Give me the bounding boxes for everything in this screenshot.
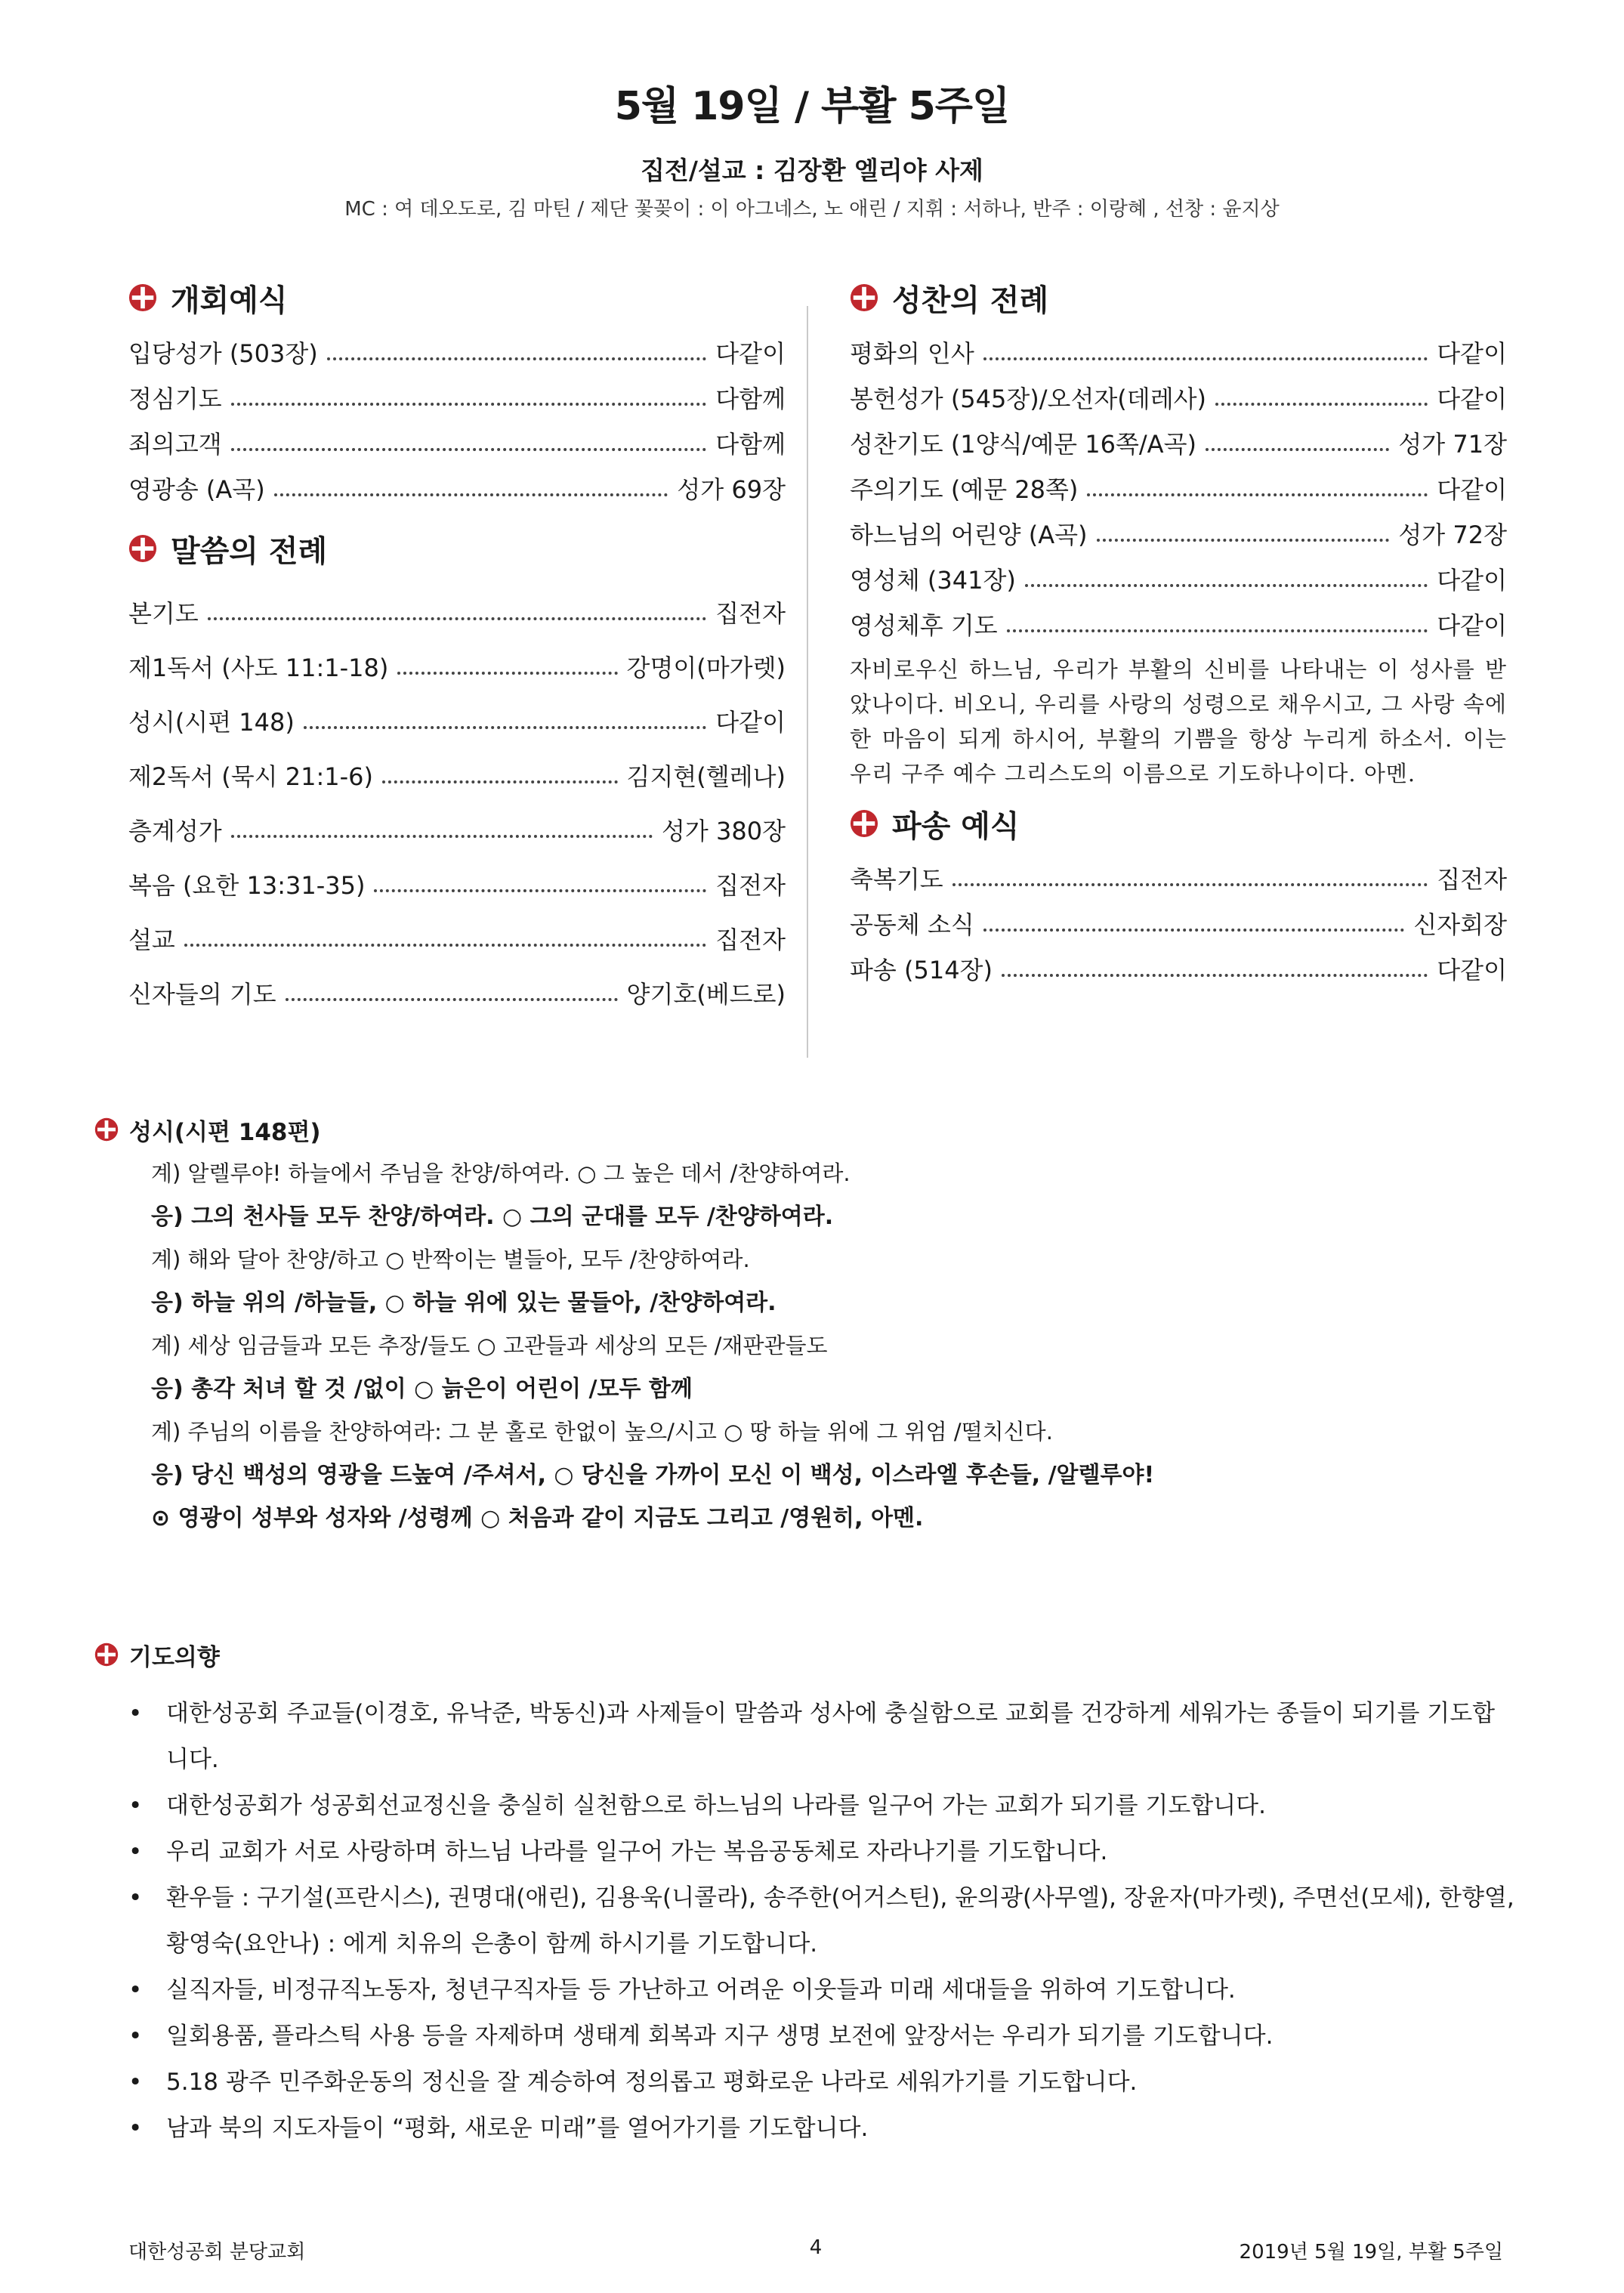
intention-item: • 환우들 : 구기설(프란시스), 권명대(애린), 김용욱(니콜라), 송주한(어거스틴), 윤의광(사무엘), 장윤자(마가렛), 주면선(모세), 한향열, 황영숙(요안나) : 에게 치유의 은총이 함께 하시기를 기도합니다. [128, 1875, 1514, 1967]
order-item-label: 하느님의 어린양 (A곡) [850, 521, 1088, 549]
order-row [128, 369, 786, 415]
order-item-role: 다같이 [1437, 385, 1507, 413]
dot-leader [304, 726, 706, 729]
order-item-label: 성시(시편 148) [128, 708, 295, 737]
order-item-label: 평화의 인사 [850, 339, 974, 368]
dot-leader [208, 617, 707, 620]
intention-item: • 우리 교회가 서로 사랑하며 하느님 나라를 일구어 가는 복음공동체로 자라나기를 기도합니다. [128, 1829, 1514, 1875]
intentions-title: 기도의향 [129, 1643, 220, 1671]
order-item-role: 다같이 [1437, 611, 1507, 640]
intention-item: • 실직자들, 비정규직노동자, 청년구직자들 등 가난하고 어려운 이웃들과 미래 세대들을 위하여 기도합니다. [128, 1967, 1514, 2013]
order-row [850, 850, 1507, 895]
dot-leader [983, 357, 1428, 360]
dot-leader [397, 672, 617, 675]
order-item-role: 다같이 [1437, 956, 1507, 984]
section-title: 파송 예식 [892, 808, 1020, 844]
section-title: 말씀의 전례 [171, 533, 328, 569]
order-item-role: 김지현(헬레나) [626, 762, 786, 791]
order-item-label: 축복기도 [850, 865, 943, 894]
intention-item: • 대한성공회가 성공회선교정신을 충실히 실천함으로 하느님의 나라를 일구어 가는 교회가 되기를 기도합니다. [128, 1783, 1514, 1829]
dot-leader [1007, 629, 1428, 632]
order-row [128, 460, 786, 505]
dot-leader [1087, 493, 1428, 496]
dot-leader [286, 998, 618, 1001]
psalm-verse: 응) 총각 처녀 할 것 /없이 ○ 늙은이 어린이 /모두 함께 [151, 1376, 693, 1402]
order-item-role: 다같이 [1437, 475, 1507, 504]
order-item-role: 강명이(마가렛) [626, 654, 786, 682]
order-item-role: 집전자 [715, 599, 786, 628]
order-item-label: 죄의고객 [128, 430, 222, 459]
intention-item: • 남과 북의 지도자들이 “평화, 새로운 미래”를 열어가기를 기도합니다. [128, 2106, 1514, 2152]
order-item-role: 다함께 [715, 430, 786, 459]
order-item-role: 집전자 [715, 871, 786, 900]
officiant-line: 집전/설교 : 김장환 엘리야 사제 [641, 156, 983, 185]
dot-leader [983, 929, 1405, 932]
cross-icon [850, 809, 878, 838]
psalm-verse: 응) 당신 백성의 영광을 드높여 /주셔서, ○ 당신을 가까이 모신 이 백성, 이스라엘 후손들, /알렐루야! [151, 1462, 1155, 1488]
section-heading [128, 522, 786, 575]
order-row [128, 575, 786, 629]
order-item-label: 영성체후 기도 [850, 611, 998, 640]
order-item-role: 성가 69장 [677, 475, 786, 504]
cross-icon [128, 283, 157, 312]
left-column [128, 268, 786, 1010]
dot-leader [231, 403, 707, 406]
intention-item: • 일회용품, 플라스틱 사용 등을 자제하며 생태계 회복과 지구 생명 보전에 앞장서는 우리가 되기를 기도합니다. [128, 2013, 1514, 2060]
psalm-heading [94, 1107, 1530, 1152]
ministers-line: MC : 여 데오도로, 김 마틴 / 제단 꽃꽂이 : 이 아그네스, 노 애린 / 지휘 : 서하나, 반주 : 이랑혜 , 선창 : 윤지상 [344, 198, 1280, 221]
section-heading [128, 271, 786, 324]
dot-leader [952, 883, 1428, 886]
intention-item: • 5.18 광주 민주화운동의 정신을 잘 계승하여 정의롭고 평화로운 나라로 세워가기를 기도합니다. [128, 2060, 1514, 2106]
intentions-heading [94, 1632, 1514, 1677]
dot-leader [1097, 539, 1390, 542]
order-row [850, 460, 1507, 505]
psalm-title: 성시(시편 148편) [129, 1118, 321, 1146]
order-row [850, 324, 1507, 369]
dot-leader [231, 835, 653, 838]
order-item-role: 성가 71장 [1398, 430, 1507, 459]
intention-item: • 대한성공회 주교들(이경호, 유낙준, 박동신)과 사제들이 말씀과 성사에 충실함으로 교회를 건강하게 세워가는 종들이 되기를 기도합니다. [128, 1691, 1514, 1783]
order-item-label: 성찬기도 (1양식/예문 16쪽/A곡) [850, 430, 1196, 459]
section-title: 성찬의 전례 [892, 283, 1049, 318]
intentions-list [94, 1691, 1514, 2152]
order-item-role: 다같이 [1437, 339, 1507, 368]
intentions-section [94, 1632, 1514, 2152]
dot-leader [1025, 584, 1428, 587]
order-item-role: 성가 72장 [1398, 521, 1507, 549]
order-row [850, 596, 1507, 641]
order-item-label: 봉헌성가 (545장)/오선자(데레사) [850, 385, 1207, 413]
footer-date: 2019년 5월 19일, 부활 5주일 [1239, 2241, 1504, 2264]
psalm-verses [94, 1152, 1530, 1540]
order-row [128, 738, 786, 793]
order-row [128, 793, 786, 847]
order-row [128, 629, 786, 684]
order-item-label: 정심기도 [128, 385, 222, 413]
psalm-verse: 응) 하늘 위의 /하늘들, ○ 하늘 위에 있는 물들아, /찬양하여라. [151, 1290, 776, 1316]
dot-leader [382, 780, 618, 783]
order-item-label: 입당성가 (503장) [128, 339, 318, 368]
page-title: 5월 19일 / 부활 5주일 [614, 84, 1010, 129]
psalm-section [94, 1107, 1530, 1540]
psalm-verse: 응) 그의 천사들 모두 찬양/하여라. ○ 그의 군대를 모두 /찬양하여라. [151, 1204, 834, 1230]
order-item-label: 본기도 [128, 599, 199, 628]
post-communion-prayer: 자비로우신 하느님, 우리가 부활의 신비를 나타내는 이 성사를 받았나이다. 비오니, 우리를 사랑의 성령으로 채우시고, 그 사랑 속에 한 마음이 되게 하시어, 부활의 기쁨을 항상 누리게 하소서. 이는 우리 구주 예수 그리스도의 이름으로 기도하나이다. 아멘. [850, 657, 1507, 786]
order-item-label: 공동체 소식 [850, 910, 974, 939]
cross-icon [94, 1117, 119, 1142]
psalm-verse: 계) 해와 달아 찬양/하고 ○ 반짝이는 별들아, 모두 /찬양하여라. [151, 1247, 750, 1272]
order-item-label: 설교 [128, 926, 175, 954]
order-item-label: 복음 (요한 13:31-35) [128, 871, 366, 900]
order-item-role: 다같이 [715, 708, 786, 737]
order-item-role: 다같이 [715, 339, 786, 368]
section-heading [850, 797, 1507, 850]
order-item-label: 영성체 (341장) [850, 566, 1016, 595]
dot-leader [274, 493, 668, 496]
cross-icon [94, 1642, 119, 1667]
order-item-label: 층계성가 [128, 817, 222, 845]
dot-leader [327, 357, 706, 360]
order-row [850, 415, 1507, 460]
psalm-verse: 계) 주님의 이름을 찬양하여라: 그 분 홀로 한없이 높으/시고 ○ 땅 하늘 위에 그 위엄 /떨치신다. [151, 1419, 1053, 1445]
order-item-label: 제2독서 (묵시 21:1-6) [128, 762, 373, 791]
order-item-label: 제1독서 (사도 11:1-18) [128, 654, 389, 682]
footer [128, 2236, 1503, 2264]
right-column [850, 268, 1507, 986]
order-item-label: 주의기도 (예문 28쪽) [850, 475, 1079, 504]
order-row [128, 847, 786, 901]
order-row [850, 941, 1507, 986]
dot-leader [1002, 974, 1428, 977]
dot-leader [1206, 448, 1389, 451]
section-title: 개회예식 [171, 283, 288, 318]
footer-church: 대한성공회 분당교회 [128, 2241, 306, 2264]
order-item-role: 집전자 [715, 926, 786, 954]
dot-leader [184, 944, 706, 947]
order-row [850, 369, 1507, 415]
cross-icon [128, 534, 157, 563]
dot-leader [231, 448, 707, 451]
order-row [128, 415, 786, 460]
order-item-role: 양기호(베드로) [626, 980, 786, 1009]
order-row [128, 684, 786, 738]
order-row [850, 895, 1507, 941]
order-item-role: 집전자 [1437, 865, 1507, 894]
order-row [850, 505, 1507, 551]
order-item-role: 신자회장 [1413, 910, 1507, 939]
psalm-verse: ⊙ 영광이 성부와 성자와 /성령께 ○ 처음과 같이 지금도 그리고 /영원히, 아멘. [151, 1505, 924, 1531]
order-row [128, 901, 786, 956]
order-item-label: 파송 (514장) [850, 956, 993, 984]
footer-page-number: 4 [809, 2236, 823, 2259]
order-item-label: 신자들의 기도 [128, 980, 276, 1009]
order-item-label: 영광송 (A곡) [128, 475, 265, 504]
order-row [128, 324, 786, 369]
order-row [850, 551, 1507, 596]
cross-icon [850, 283, 878, 312]
order-row [128, 956, 786, 1010]
order-item-role: 다함께 [715, 385, 786, 413]
psalm-verse: 계) 세상 임금들과 모든 추장/들도 ○ 고관들과 세상의 모든 /재판관들도 [151, 1333, 828, 1358]
column-divider [807, 306, 808, 1058]
order-item-role: 성가 380장 [662, 817, 786, 845]
order-item-role: 다같이 [1437, 566, 1507, 595]
section-heading [850, 271, 1507, 324]
dot-leader [374, 889, 706, 892]
psalm-verse: 계) 알렐루야! 하늘에서 주님을 찬양/하여라. ○ 그 높은 데서 /찬양하여라. [151, 1160, 851, 1186]
dot-leader [1215, 403, 1428, 406]
